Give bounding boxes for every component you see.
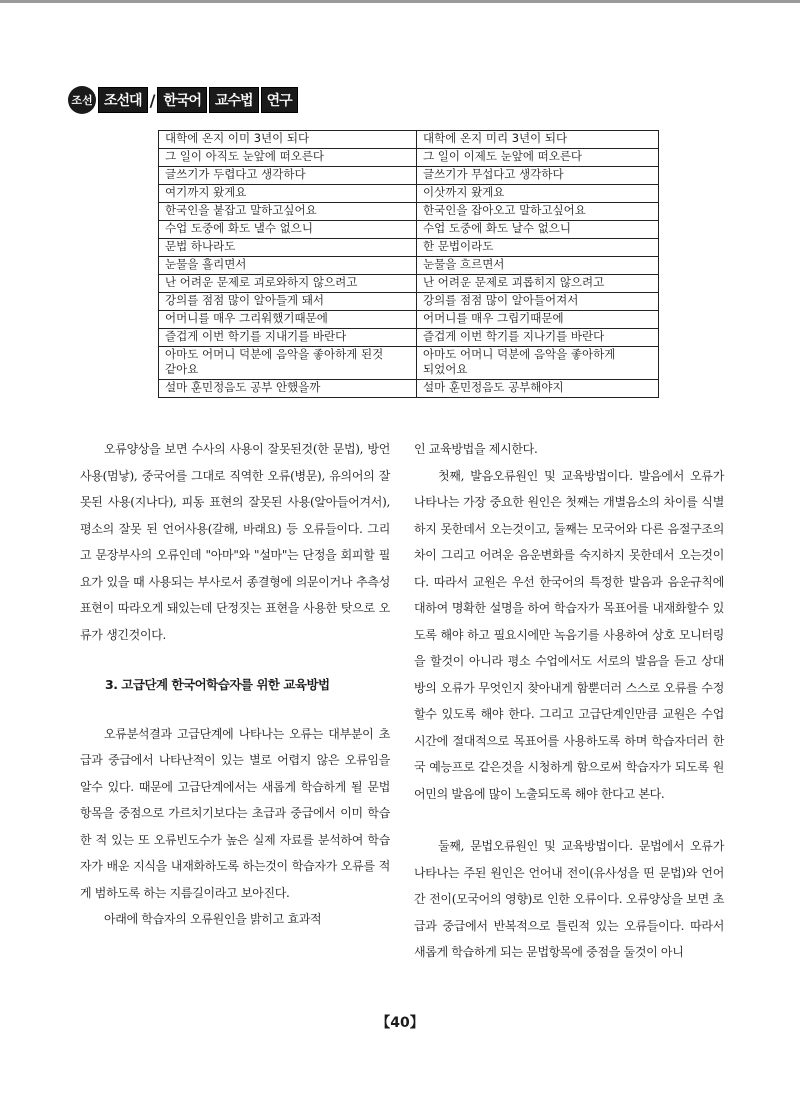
- paragraph: 첫째, 발음오류원인 및 교육방법이다. 발음에서 오류가 나타나는 가장 중요한 원인은 첫째는 개별음소의 차이를 식별하지 못한데서 오는것이고, 둘째는 모국어와 다른 음절구조의 차이 그리고 어려운 음운변화를 숙지하지 못한데서 오는것이다. 따라서 교원은 우선 한국어의 특정한 발음과 음운규칙에 대하여 명확한 설명을 하여 학습자가 목표어를 내재화할수 있도록 해야 하고 필요시에만 녹음기를 사용하여 상호 모니터링을 할것이 아니라 평소 수업에서도 서로의 발음을 듣고 상대방의 오류가 무엇인지 찾아내게 함뿐더러 스스로 오류를 수정할수 있도록 해야 한다. 그리고 고급단계인만큼 교원은 수업시간에 절대적으로 목표어를 사용하도록 하며 학습자더러 한국 예능프로 같은것을 시청하게 함으로써 학습자가 되도록 원어민의 발음에 많이 노출되도록 해야 한다고 본다.: [414, 468, 724, 801]
- table-row: [159, 380, 659, 398]
- table-row: [159, 149, 659, 167]
- error-cell: 설마 훈민정음도 공부해야지: [417, 380, 659, 398]
- table-row: [159, 293, 659, 311]
- error-cell: 난 어려운 문제로 괴롭히지 않으려고: [417, 275, 659, 293]
- error-cell: 이삿까지 왔게요: [417, 185, 659, 203]
- correct-cell: 즐겁게 이번 학기를 지내기를 바란다: [159, 329, 417, 347]
- header-logo-icon: 조선: [68, 86, 96, 114]
- correct-cell: 강의를 점점 많이 알아들게 돼서: [159, 293, 417, 311]
- table-row: [159, 329, 659, 347]
- right-column: [414, 436, 724, 966]
- table-row: [159, 167, 659, 185]
- error-cell: 한국인을 잡아오고 말하고싶어요: [417, 203, 659, 221]
- error-cell: 강의를 점점 많이 알아들어져서: [417, 293, 659, 311]
- error-cell: 어머니를 매우 그립기때문에: [417, 311, 659, 329]
- error-cell: 한 문법이라도: [417, 239, 659, 257]
- correct-cell: 눈물을 흘리면서: [159, 257, 417, 275]
- running-header: [68, 86, 298, 114]
- error-cell: 눈물을 흐르면서: [417, 257, 659, 275]
- table-row: [159, 203, 659, 221]
- correct-cell: 여기까지 왔게요: [159, 185, 417, 203]
- error-cell: 즐겁게 이번 학기를 지나기를 바란다: [417, 329, 659, 347]
- paragraph: 인 교육방법을 제시한다.: [414, 442, 538, 456]
- correct-cell: 어머니를 매우 그리워했기때문에: [159, 311, 417, 329]
- error-table-body: [159, 131, 659, 398]
- table-row: [159, 257, 659, 275]
- table-row: [159, 131, 659, 149]
- header-slash: /: [149, 90, 156, 110]
- paragraph: 아래에 학습자의 오류원인을 밝히고 효과적: [104, 912, 322, 926]
- correct-cell: 대학에 온지 이미 3년이 되다: [159, 131, 417, 149]
- correct-cell: 글쓰기가 두렵다고 생각하다: [159, 167, 417, 185]
- paragraph: 둘째, 문법오류원인 및 교육방법이다. 문법에서 오류가 나타나는 주된 원인은 언어내 전이(유사성을 띤 문법)와 언어간 전이(모국어의 영향)로 인한 오류이다. 오류양상을 보면 초급과 중급에서 반복적으로 틀린적 있는 오류들이다. 따라서 새롭게 학습하게 되는 문법항목에 중점을 둘것이 아니: [414, 839, 724, 959]
- correct-cell: 그 일이 아직도 눈앞에 떠오른다: [159, 149, 417, 167]
- header-chip-1: 조선대: [98, 87, 148, 113]
- error-cell: 글쓰기가 무섭다고 생각하다: [417, 167, 659, 185]
- left-column: [80, 436, 390, 933]
- error-cell: 수업 도중에 화도 날수 없으니: [417, 221, 659, 239]
- correct-cell: 설마 훈민정음도 공부 안했을까: [159, 380, 417, 398]
- header-chip-2: 한국어: [157, 87, 207, 113]
- correct-cell: 아마도 어머니 덕분에 음악을 좋아하게 된것 같아요: [159, 347, 417, 380]
- error-cell: 아마도 어머니 덕분에 음악을 좋아하게 되었어요: [417, 347, 659, 380]
- header-chip-3: 교수법: [209, 87, 259, 113]
- paragraph: 오류분석결과 고급단계에 나타나는 오류는 대부분이 초급과 중급에서 나타난적이 있는 별로 어렵지 않은 오류임을 알수 있다. 때문에 고급단계에서는 새롭게 학습하게 될 문법항목을 중점으로 가르치기보다는 초급과 중급에서 이미 학습한 적 있는 또 오류빈도수가 높은 실제 자료를 분석하여 학습자가 배운 지식을 내재화하도록 하는것이 학습자가 오류를 적게 범하도록 하는 지름길이라고 보아진다.: [80, 726, 390, 900]
- correct-cell: 난 어려운 문제로 괴로와하지 않으려고: [159, 275, 417, 293]
- error-cell: 대학에 온지 미리 3년이 되다: [417, 131, 659, 149]
- section-heading: 3. 고급단계 한국어학습자를 위한 교육방법: [105, 677, 330, 692]
- error-cell: 그 일이 이제도 눈앞에 떠오른다: [417, 149, 659, 167]
- page-number: 【40】: [376, 1015, 424, 1031]
- table-row: [159, 311, 659, 329]
- table-row: [159, 185, 659, 203]
- table-row: [159, 239, 659, 257]
- table-row: [159, 347, 659, 380]
- table-row: [159, 221, 659, 239]
- paragraph-gap: [414, 807, 724, 833]
- table-row: [159, 275, 659, 293]
- correct-cell: 한국인을 붙잡고 말하고싶어요: [159, 203, 417, 221]
- correct-cell: 문법 하나라도: [159, 239, 417, 257]
- correct-cell: 수업 도중에 화도 낼수 없으니: [159, 221, 417, 239]
- header-chip-4: 연구: [261, 87, 298, 113]
- error-comparison-table: [158, 130, 659, 398]
- top-rule: [0, 0, 800, 3]
- paragraph: 오류양상을 보면 수사의 사용이 잘못된것(한 문법), 방언사용(멈낳), 중국어를 그대로 직역한 오류(병문), 유의어의 잘못된 사용(지나다), 피동 표현의 잘못된 사용(알아들어겨서), 평소의 잘못 된 언어사용(갈해, 바래요) 등 오류들이다. 그리고 문장부사의 오류인데 "아마"와 "설마"는 단정을 회피할 필요가 있을 때 사용되는 부사로서 종결형에 의문이거나 추측성표현이 따라오게 돼있는데 단정짓는 표현을 사용한 탓으로 오류가 생긴것이다.: [80, 442, 390, 642]
